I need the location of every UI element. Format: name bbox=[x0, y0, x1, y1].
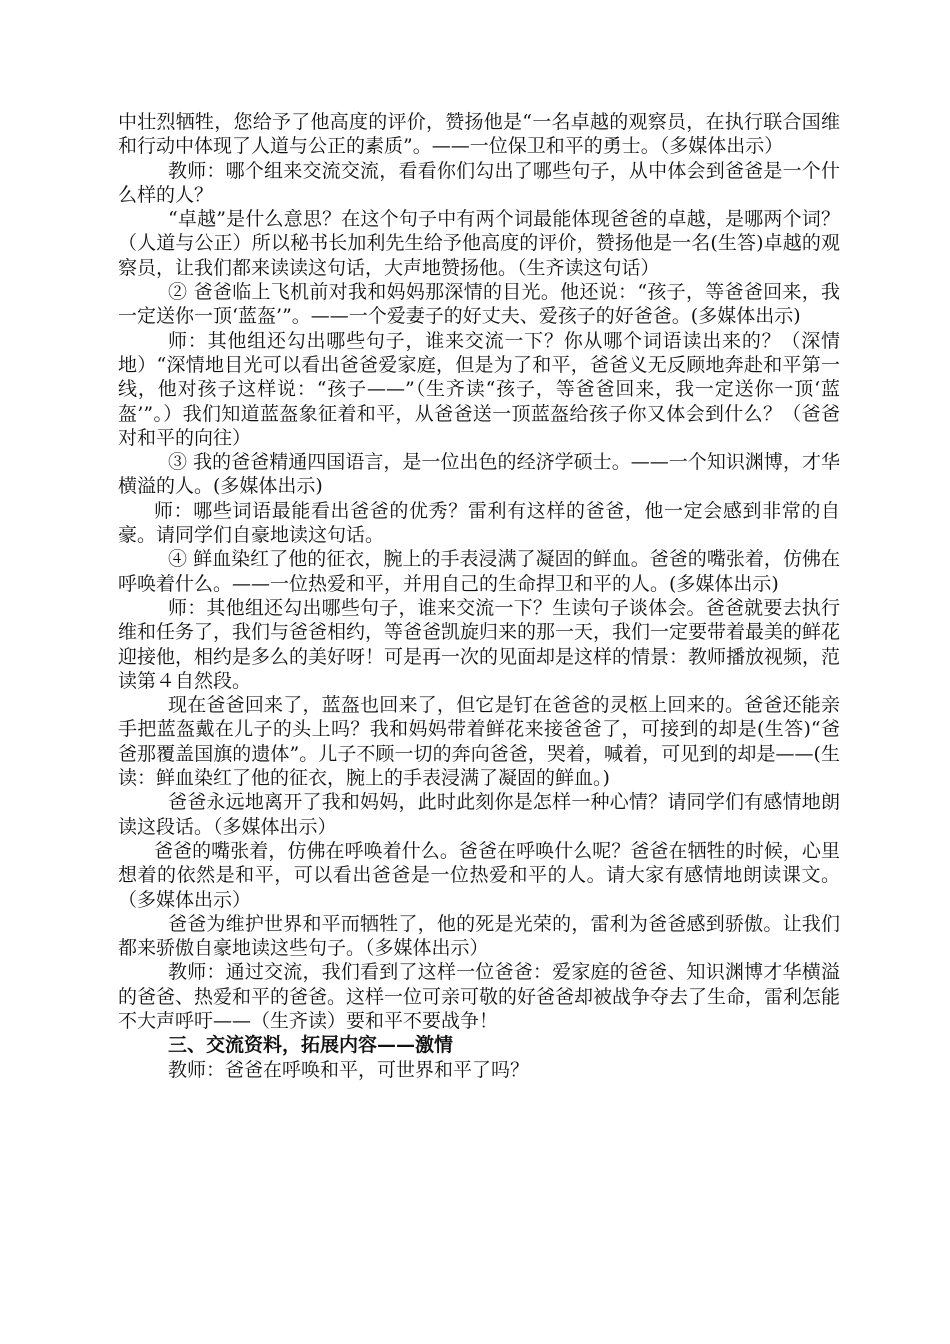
document-body bbox=[118, 110, 840, 1082]
paragraph-teacher-question: 教师：哪个组来交流交流，看看你们勾出了哪些句子，从中体会到爸爸是一个什么样的人？ bbox=[118, 159, 840, 206]
paragraph-proud: 爸爸为维护世界和平而牺牲了，他的死是光荣的，雷利为爸爸感到骄傲。让我们都来骄傲自豪地读这些句子。（多媒体出示） bbox=[118, 912, 840, 960]
paragraph-point-3: ③ 我的爸爸精通四国语言，是一位出色的经济学硕士。——一个知识渊博，才华横溢的人。(多媒体出示) bbox=[118, 451, 840, 498]
paragraph-calling: 爸爸的嘴张着，仿佛在呼唤着什么。爸爸在呼唤什么呢？爸爸在牺牲的时候，心里想着的依然是和平，可以看出爸爸是一位热爱和平的人。请大家有感情地朗读课文。（多媒体出示） bbox=[118, 839, 840, 911]
paragraph-video: 师：其他组还勾出哪些句子，谁来交流一下？生读句子谈体会。爸爸就要去执行维和任务了，我们与爸爸相约，等爸爸凯旋归来的那一天，我们一定要带着最美的鲜花迎接他，相约是多么的美好呀！可是再一次的见面却是这样的情景：教师播放视频，范读第４自然段。 bbox=[118, 596, 841, 692]
paragraph-tribute: 中壮烈牺牲，您给予了他高度的评价，赞扬他是“一名卓越的观察员，在执行联合国维和行动中体现了人道与公正的素质”。——一位保卫和平的勇士。（多媒体出示） bbox=[118, 111, 840, 158]
paragraph-return: 现在爸爸回来了，蓝盔也回来了，但它是钉在爸爸的灵柩上回来的。爸爸还能亲手把蓝盔戴在儿子的头上吗？我和妈妈带着鲜花来接爸爸了，可接到的却是(生答)“爸爸那覆盖国旗的遗体”。儿子不顾一切的奔向爸爸，哭着，喊着，可见到的却是——(生读：鲜血染红了他的征衣，腕上的手表浸满了凝固的鲜血。) bbox=[118, 694, 840, 790]
section-heading: 三、交流资料，拓展内容——激情 bbox=[168, 1034, 454, 1057]
paragraph-summary: 教师：通过交流，我们看到了这样一位爸爸：爱家庭的爸爸、知识渊博才华横溢的爸爸、热爱和平的爸爸。这样一位可亲可敬的好爸爸却被战争夺去了生命，雷利怎能不大声呼吁——（生齐读）要和平不要战争！ bbox=[118, 961, 841, 1032]
paragraph-zhuoyue: “卓越”是什么意思？在这个句子中有两个词最能体现爸爸的卓越，是哪两个词？（人道与公正）所以秘书长加利先生给予他高度的评价，赞扬他是一名(生答)卓越的观察员，让我们都来读读这句话，大声地赞扬他。（生齐读这句话） bbox=[118, 208, 840, 279]
paragraph-feeling: 爸爸永远地离开了我和妈妈，此时此刻你是怎样一种心情？请同学们有感情地朗读这段话。（多媒体出示） bbox=[118, 791, 840, 838]
paragraph-point-2: ② 爸爸临上飞机前对我和妈妈那深情的目光。他还说：“孩子，等爸爸回来，我一定送你一顶‘蓝盔’”。——一个爱妻子的好丈夫、爱孩子的好爸爸。(多媒体出示) bbox=[118, 281, 840, 328]
paragraph-shenqing: 师：其他组还勾出哪些句子，谁来交流一下？你从哪个词语读出来的？（深情地）“深情地目光可以看出爸爸爱家庭，但是为了和平，爸爸义无反顾地奔赴和平第一线，他对孩子这样说：“孩子——”（生齐读“孩子，等爸爸回来，我一定送你一顶‘蓝盔’”。）我们知道蓝盔象征着和平，从爸爸送一顶蓝盔给孩子你又体会到什么？（爸爸对和平的向往） bbox=[118, 329, 840, 449]
paragraph-youxiu: 师：哪些词语最能看出爸爸的优秀？雷利有这样的爸爸，他一定会感到非常的自豪。请同学们自豪地读这句话。 bbox=[118, 499, 840, 547]
paragraph-point-4: ④ 鲜血染红了他的征衣，腕上的手表浸满了凝固的鲜血。爸爸的嘴张着，仿佛在呼唤着什么。——一位热爱和平，并用自己的生命捍卫和平的人。(多媒体出示) bbox=[118, 548, 840, 595]
paragraph-world-peace: 教师：爸爸在呼唤和平，可世界和平了吗？ bbox=[168, 1058, 530, 1081]
